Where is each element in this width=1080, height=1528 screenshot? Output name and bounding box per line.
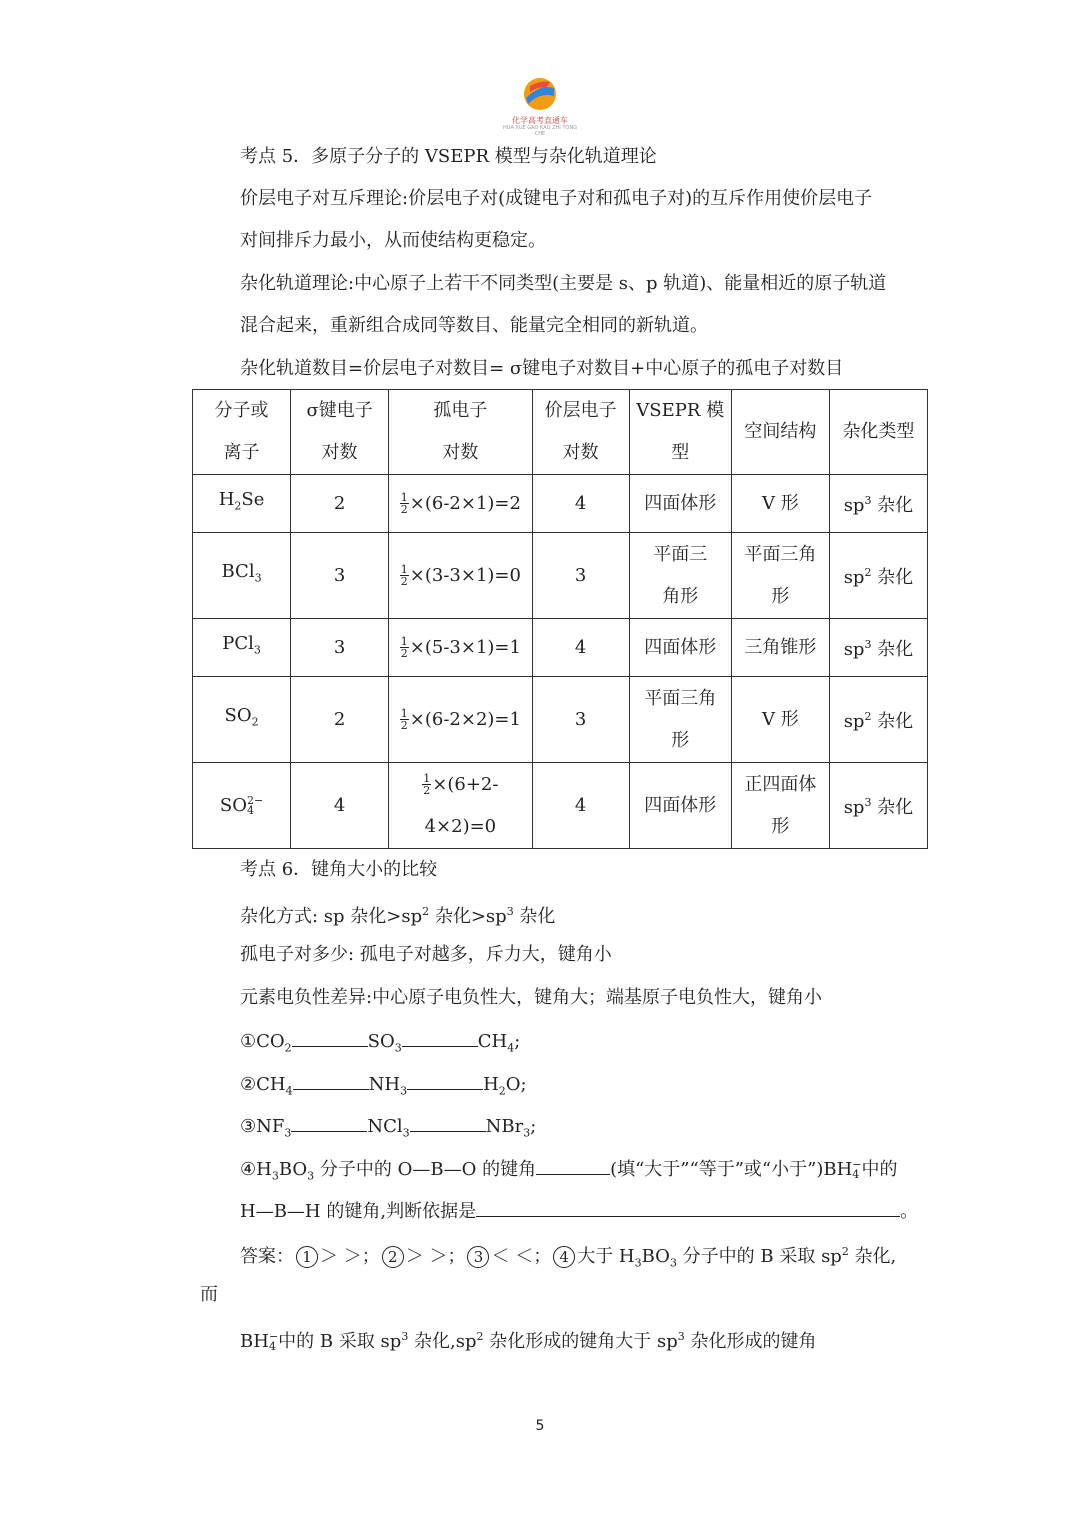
hybrid-text-2: 混合起来，重新组合成同等数目、能量完全相同的新轨道。 bbox=[240, 315, 708, 336]
answer-blank[interactable] bbox=[293, 1071, 369, 1090]
shape-cell: 三角锥形 bbox=[731, 619, 829, 677]
lone-pair-text: 孤电子对多少: 孤电子对越多，斥力大，键角小 bbox=[240, 944, 612, 965]
shape-cell: V 形 bbox=[731, 677, 829, 763]
question-1: $①CO_2$ $SO_3$ $CH_4$; bbox=[240, 1028, 520, 1061]
answer-blank[interactable] bbox=[407, 1071, 483, 1090]
table-header-row bbox=[193, 390, 928, 475]
valence-cell: 3 bbox=[532, 533, 629, 619]
table-row bbox=[193, 677, 928, 763]
molecule-cell: BCl$_3$ bbox=[193, 533, 291, 619]
sigma-cell: 3 bbox=[291, 533, 389, 619]
hybrid-order-text: 杂化方式: sp 杂化$>sp^2$ 杂化$>sp^3$ 杂化 bbox=[240, 905, 556, 927]
hybrid-cell: $sp^2$ 杂化 bbox=[829, 533, 927, 619]
logo-icon bbox=[520, 76, 560, 112]
table-row bbox=[193, 475, 928, 533]
sigma-cell: 2 bbox=[291, 475, 389, 533]
logo-subtitle: HUA XUE GAO KAO ZHI TONG CHE bbox=[503, 125, 577, 137]
lone-cell: $\frac{1}{2}$ ×(6+2-4×2)=0 bbox=[389, 763, 532, 849]
shape-cell: V 形 bbox=[731, 475, 829, 533]
hybrid-cell: $sp^3$ 杂化 bbox=[829, 475, 927, 533]
hybrid-text-1: 杂化轨道理论:中心原子上若干不同类型(主要是 s、p 轨道)、能量相近的原子轨道 bbox=[240, 273, 887, 294]
shape-cell: 平面三角 形 bbox=[731, 533, 829, 619]
valence-cell: 4 bbox=[532, 763, 629, 849]
answer-blank[interactable] bbox=[402, 1028, 478, 1047]
lone-cell: $\frac{1}{2}$ ×(6-2×1)=2 bbox=[389, 475, 532, 533]
header-valence: 价层电子 对数 bbox=[532, 390, 629, 475]
header-hybrid: 杂化类型 bbox=[829, 390, 927, 475]
vsepr-text-1: 价层电子对互斥理论:价层电子对(成键电子对和孤电子对)的互斥作用使价层电子 bbox=[240, 188, 873, 209]
header-vsepr: VSEPR 模 型 bbox=[629, 390, 731, 475]
question-3: $③NF_3$ NCl$_3$ NBr$_3$; bbox=[240, 1113, 536, 1146]
molecule-cell: SO 2− 4 bbox=[193, 763, 291, 849]
valence-cell: 4 bbox=[532, 619, 629, 677]
question-4-line2: H—B—H 的键角,判断依据是 。 bbox=[240, 1198, 918, 1224]
question-4: $④H_3BO_3$ 分子中的 O—B—O 的键角 (填“大于”“等于”或“小于”)BH − 4 中的 bbox=[240, 1158, 898, 1183]
sigma-cell: 3 bbox=[291, 619, 389, 677]
lone-cell: $\frac{1}{2}$ ×(6-2×2)=1 bbox=[389, 677, 532, 763]
formula-text: 杂化轨道数目=价层电子对数目= σ键电子对数目+中心原子的孤电子对数目 bbox=[240, 358, 844, 379]
header-molecule: 分子或 离子 bbox=[193, 390, 291, 475]
question-2: $②CH_4$ $NH_3$ $H_2O$; bbox=[240, 1071, 527, 1104]
sigma-cell: 4 bbox=[291, 763, 389, 849]
electronegativity-text: 元素电负性差异:中心原子电负性大，键角大；端基原子电负性大，键角小 bbox=[240, 987, 823, 1008]
valence-cell: 3 bbox=[532, 677, 629, 763]
logo-caption: 化学高考直通车 bbox=[512, 116, 568, 125]
lone-cell: $\frac{1}{2}$ ×(5-3×1)=1 bbox=[389, 619, 532, 677]
molecule-cell: PCl$_3$ bbox=[193, 619, 291, 677]
table-row bbox=[193, 619, 928, 677]
molecule-cell: $H_2Se$ bbox=[193, 475, 291, 533]
logo bbox=[500, 76, 580, 137]
shape-cell: 正四面体 形 bbox=[731, 763, 829, 849]
vsepr-text-2: 对间排斥力最小，从而使结构更稳定。 bbox=[240, 230, 546, 251]
header-sigma: σ键电子 对数 bbox=[291, 390, 389, 475]
answer-blank[interactable] bbox=[291, 1113, 367, 1132]
answer-blank[interactable] bbox=[536, 1156, 610, 1175]
answer-line-2: BH − 4 中的 B 采取 $sp^3$ 杂化$,sp^2$ 杂化形成的键角大于 $sp^3$ 杂化形成的键角 bbox=[240, 1330, 817, 1353]
valence-cell: 4 bbox=[532, 475, 629, 533]
lone-cell: $\frac{1}{2}$ ×(3-3×1)=0 bbox=[389, 533, 532, 619]
hybrid-cell: $sp^2$ 杂化 bbox=[829, 677, 927, 763]
section6-title: 考点 6．键角大小的比较 bbox=[240, 859, 438, 880]
answer-blank[interactable] bbox=[410, 1113, 486, 1132]
header-shape: 空间结构 bbox=[731, 390, 829, 475]
header-lone: 孤电子 对数 bbox=[389, 390, 532, 475]
section5-title: 考点 5．多原子分子的 VSEPR 模型与杂化轨道理论 bbox=[240, 146, 657, 167]
answer-blank[interactable] bbox=[476, 1198, 900, 1217]
answer-blank[interactable] bbox=[292, 1028, 368, 1047]
table-row bbox=[193, 763, 928, 849]
answer-line: 答案： 1 ＞ ＞； 2 ＞ ＞； 3 ＜ ＜； 4 大于 $H_3BO_3$ 分子中的 B 采取 $sp^2$ 杂化, bbox=[240, 1245, 897, 1270]
vsepr-table bbox=[192, 389, 928, 849]
answer-wrap: 而 bbox=[200, 1284, 218, 1305]
hybrid-cell: $sp^3$ 杂化 bbox=[829, 619, 927, 677]
table-row bbox=[193, 533, 928, 619]
molecule-cell: $SO_2$ bbox=[193, 677, 291, 763]
vsepr-cell: 四面体形 bbox=[629, 475, 731, 533]
vsepr-cell: 平面三 角形 bbox=[629, 533, 731, 619]
vsepr-cell: 四面体形 bbox=[629, 619, 731, 677]
sigma-cell: 2 bbox=[291, 677, 389, 763]
vsepr-cell: 平面三角 形 bbox=[629, 677, 731, 763]
hybrid-cell: $sp^3$ 杂化 bbox=[829, 763, 927, 849]
page-number: 5 bbox=[535, 1418, 545, 1434]
vsepr-cell: 四面体形 bbox=[629, 763, 731, 849]
